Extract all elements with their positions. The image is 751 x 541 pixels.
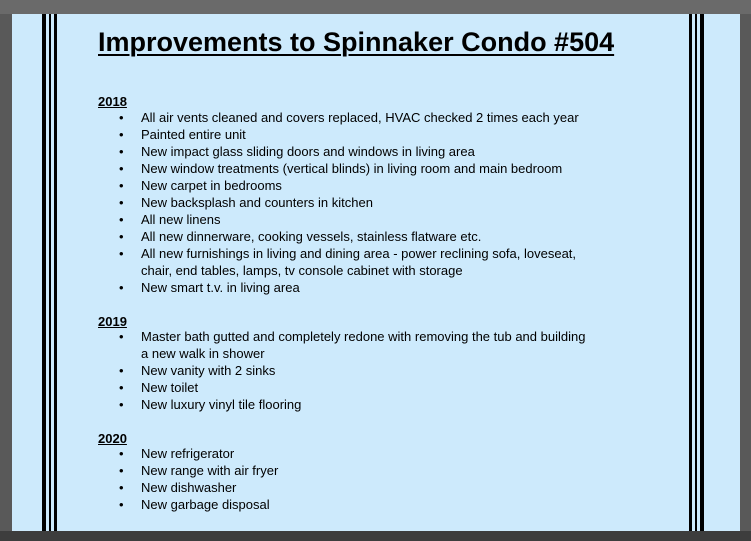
list-item: • New impact glass sliding doors and windows in living area: [98, 143, 638, 160]
list-item: • New refrigerator: [98, 445, 638, 462]
list-item: • New vanity with 2 sinks: [98, 362, 638, 379]
list-item: • New dishwasher: [98, 479, 638, 496]
document-page: [12, 14, 740, 531]
right-border-line: [695, 14, 697, 531]
list-item: • All new dinnerware, cooking vessels, stainless flatware etc.: [98, 228, 638, 245]
list-2019: [98, 328, 638, 413]
left-border-line: [49, 14, 51, 531]
list-item: • Painted entire unit: [98, 126, 638, 143]
list-item: • All new furnishings in living and dining area - power reclining sofa, loveseat, chair, end tables, lamps, tv console cabinet with storage: [98, 245, 581, 279]
list-2020: [98, 445, 638, 513]
list-item: • New garbage disposal: [98, 496, 638, 513]
list-item: • All air vents cleaned and covers replaced, HVAC checked 2 times each year: [98, 109, 638, 126]
list-item: • New range with air fryer: [98, 462, 638, 479]
right-border-line: [700, 14, 704, 531]
list-item: • All new linens: [98, 211, 638, 228]
viewer-top-edge: [0, 0, 751, 14]
left-border-line: [54, 14, 57, 531]
list-item: • New carpet in bedrooms: [98, 177, 638, 194]
list-item: • New smart t.v. in living area: [98, 279, 638, 296]
right-border-line: [689, 14, 692, 531]
list-item: • New backsplash and counters in kitchen: [98, 194, 638, 211]
document-title: Improvements to Spinnaker Condo #504: [98, 27, 615, 57]
section-year-2020: 2020: [98, 431, 127, 446]
section-year-2018: 2018: [98, 94, 127, 109]
list-item: • New toilet: [98, 379, 638, 396]
section-year-2019: 2019: [98, 314, 127, 329]
list-item: • New luxury vinyl tile flooring: [98, 396, 638, 413]
list-item: • Master bath gutted and completely redone with removing the tub and building a new walk in shower: [98, 328, 596, 362]
list-2018: [98, 109, 638, 296]
list-item: • New window treatments (vertical blinds) in living room and main bedroom: [98, 160, 638, 177]
viewer-bottom-bar: [0, 531, 751, 541]
left-border-line: [42, 14, 46, 531]
